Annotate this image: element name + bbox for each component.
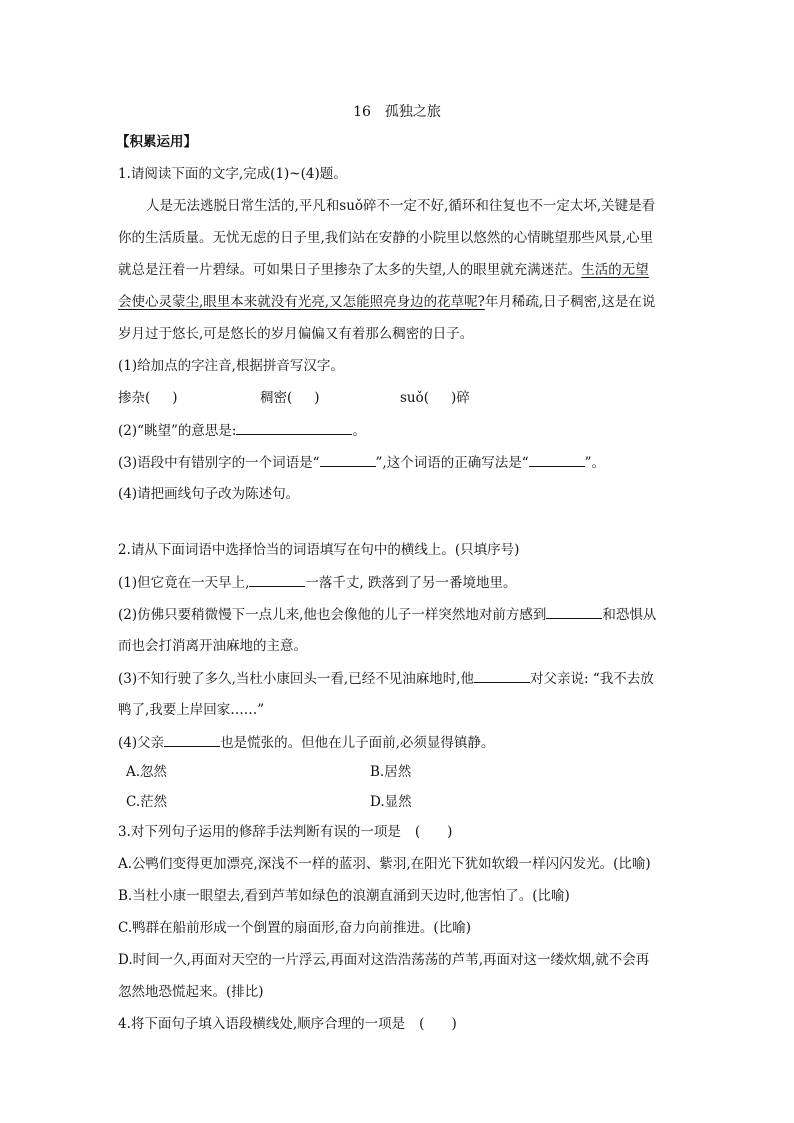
q1-sub2: (2)“眺望”的意思是: 。 bbox=[118, 420, 678, 441]
q3-option-b[interactable]: B.当杜小康一眼望去,看到芦苇如绿色的浪潮直涌到天边时,他害怕了。(比喻) bbox=[118, 888, 570, 904]
q2-sentence-3-cont: 鸭了,我要上岸回家……” bbox=[118, 702, 265, 718]
q2-stem: 2.请从下面词语中选择恰当的词语填写在句中的横线上。(只填序号) bbox=[118, 542, 520, 558]
q4-stem: 4.将下面句子填入语段横线处,顺序合理的一项是 ( ) bbox=[118, 1016, 457, 1032]
q2-option-c[interactable]: C.茫然 bbox=[126, 794, 168, 810]
q3-option-d-cont: 忽然地恐慌起来。(排比) bbox=[118, 984, 264, 1000]
q2-s4-blank[interactable] bbox=[164, 732, 220, 747]
q1-passage-line-5: 岁月过于悠长,可是悠长的岁月偏偏又有着那么稠密的日子。 bbox=[118, 326, 474, 342]
q2-option-b[interactable]: B.居然 bbox=[370, 764, 412, 780]
q2-option-d[interactable]: D.显然 bbox=[370, 794, 412, 810]
q2-sentence-4: (4)父亲 也是慌张的。但他在儿子面前,必须显得镇静。 bbox=[118, 732, 678, 753]
q2-sentence-1: (1)但它竟在一天早上, 一落千丈, 跌落到了另一番境地里。 bbox=[118, 572, 678, 593]
q1-sub3-correct-word-blank[interactable] bbox=[529, 452, 585, 467]
q1-passage-line-4-tail: 年月稀疏,日子稠密,这是在说 bbox=[484, 294, 656, 310]
q2-option-a[interactable]: A.忽然 bbox=[126, 764, 168, 780]
q1-item-suo: suǒ( )碎 bbox=[400, 390, 470, 406]
q1-underlined-sentence: 会使心灵蒙尘,眼里本来就没有光亮,又怎能照亮身边的花草呢? bbox=[118, 294, 485, 310]
q1-item-choumi: 稠密( ) bbox=[260, 390, 320, 406]
q1-passage-line-2: 你的生活质量。无忧无虑的日子里,我们站在安静的小院里以悠然的心情眺望那些风景,心里 bbox=[118, 230, 654, 246]
q2-sentence-2: (2)仿佛只要稍微慢下一点儿来,他也会像他的儿子一样突然地对前方感到 和恐惧从 bbox=[118, 604, 678, 625]
q4-answer-paren[interactable]: ( ) bbox=[419, 1016, 457, 1032]
q3-option-a[interactable]: A.公鸭们变得更加漂亮,深浅不一样的蓝羽、紫羽,在阳光下犹如软缎一样闪闪发光。(比喻) bbox=[118, 856, 651, 872]
q1-passage-line-4 bbox=[118, 292, 678, 312]
lesson-title: 孤独之旅 bbox=[384, 104, 441, 120]
section-heading: 【积累运用】 bbox=[116, 134, 197, 150]
q1-sub1: (1)给加点的字注音,根据拼音写汉字。 bbox=[118, 358, 344, 374]
q2-sentence-3: (3)不知行驶了多久,当杜小康回头一看,已经不见油麻地时,他 对父亲说: “我不去放 bbox=[118, 668, 678, 689]
q1-sub4: (4)请把画线句子改为陈述句。 bbox=[118, 486, 300, 502]
q2-s1-blank[interactable] bbox=[249, 572, 305, 587]
q1-stem: 1.请阅读下面的文字,完成(1)~(4)题。 bbox=[118, 166, 347, 182]
q1-sub3: (3)语段中有错别字的一个词语是“ ”,这个词语的正确写法是“ ”。 bbox=[118, 452, 678, 473]
q3-answer-paren[interactable]: ( ) bbox=[414, 824, 453, 840]
q2-sentence-2-cont: 而也会打消离开油麻地的主意。 bbox=[118, 638, 307, 654]
q1-passage-line-1: 人是无法逃脱日常生活的,平凡和suǒ碎不一定不好,循环和往复也不一定太坏,关键是看 bbox=[146, 198, 656, 214]
lesson-number: 16 bbox=[353, 104, 371, 120]
q1-sub3-wrong-word-blank[interactable] bbox=[320, 452, 376, 467]
page-title bbox=[0, 102, 794, 122]
q3-stem: 3.对下列句子运用的修辞手法判断有误的一项是 ( ) bbox=[118, 824, 453, 840]
q1-passage-line-3-text: 就总是汪着一片碧绿。可如果日子里掺杂了太多的失望,人的眼里就充满迷茫。 bbox=[118, 262, 582, 278]
q1-item-chanza: 掺杂( ) bbox=[118, 390, 178, 406]
q2-s2-blank[interactable] bbox=[546, 604, 602, 619]
q3-option-d[interactable]: D.时间一久,再面对天空的一片浮云,再面对这浩浩荡荡的芦苇,再面对这一缕炊烟,就不会再 bbox=[118, 952, 650, 968]
q1-passage-line-3 bbox=[118, 260, 678, 280]
q1-underlined-sentence-start: 生活的无望 bbox=[581, 262, 649, 278]
q3-option-c[interactable]: C.鸭群在船前形成一个倒置的扇面形,奋力向前推进。(比喻) bbox=[118, 920, 471, 936]
q1-sub2-answer-blank[interactable] bbox=[236, 420, 352, 435]
q2-s3-blank[interactable] bbox=[474, 668, 530, 683]
